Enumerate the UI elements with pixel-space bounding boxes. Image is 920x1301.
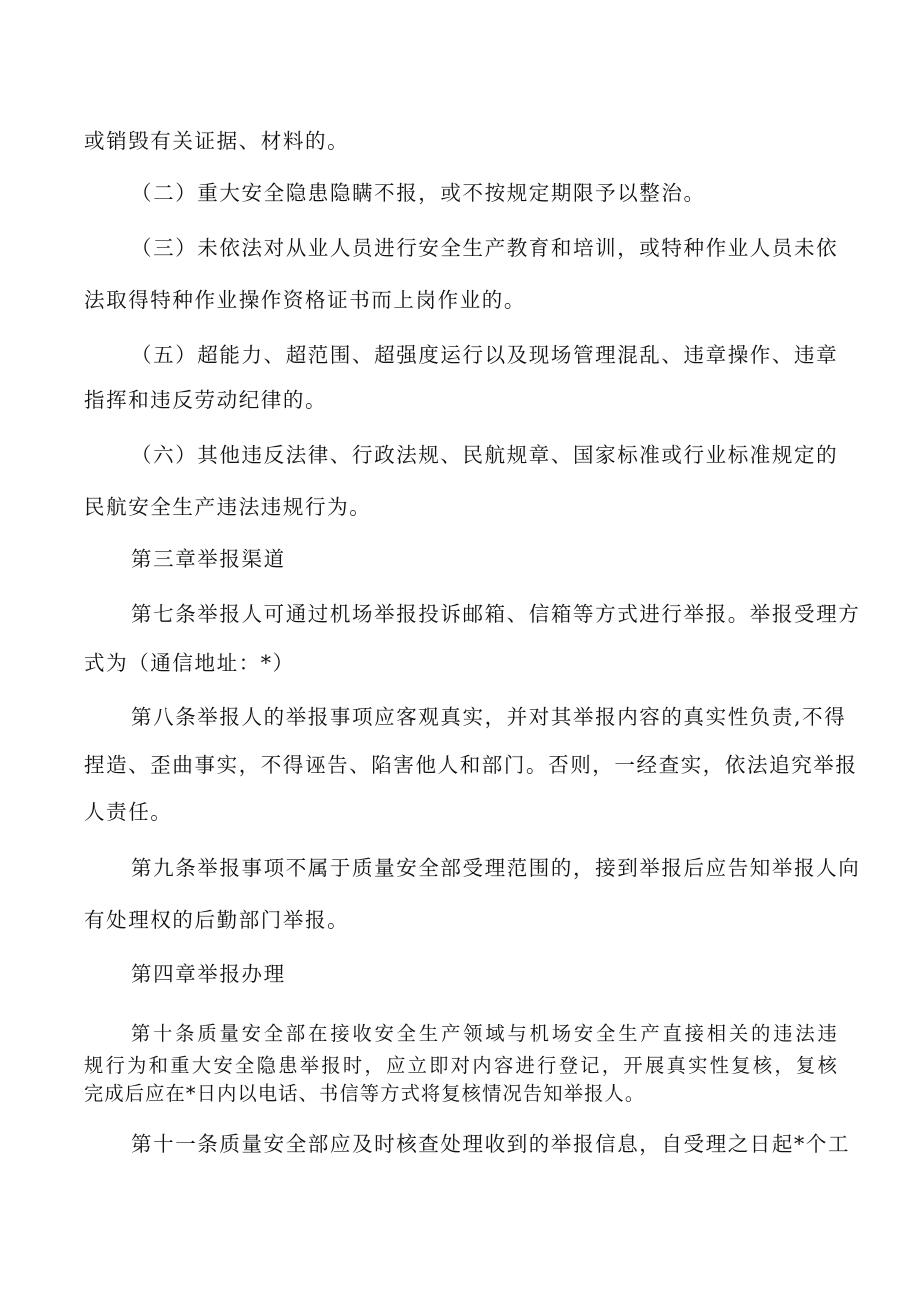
text-line: 式为（通信地址：*） bbox=[84, 651, 295, 675]
text-line: 指挥和违反劳动纪律的。 bbox=[84, 388, 328, 412]
text-line: 规行为和重大安全隐患举报时，应立即对内容进行登记，开展真实性复核，复核 bbox=[84, 1054, 838, 1077]
text-line: （三）未依法对从业人员进行安全生产教育和培训，或特种作业人员未依 bbox=[131, 236, 839, 260]
text-line: 捏造、歪曲事实，不得诬告、陷害他人和部门。否则，一经查实，依法追究举报 bbox=[84, 753, 858, 777]
chapter-heading: 第三章举报渠道 bbox=[131, 547, 286, 571]
text-line: （六）其他违反法律、行政法规、民航规章、国家标准或行业标准规定的 bbox=[131, 443, 839, 467]
text-line: 第七条举报人可通过机场举报投诉邮箱、信箱等方式进行举报。举报受理方 bbox=[131, 602, 861, 626]
text-line: 第十一条质量安全部应及时核查处理收到的举报信息，自受理之日起*个工 bbox=[131, 1132, 851, 1156]
text-line: 人责任。 bbox=[84, 800, 173, 824]
text-line: 完成后应在*日内以电话、书信等方式将复核情况告知举报人。 bbox=[84, 1082, 646, 1105]
text-line: 法取得特种作业操作资格证书而上岗作业的。 bbox=[84, 288, 526, 312]
text-line: （二）重大安全隐患隐瞒不报，或不按规定期限予以整治。 bbox=[131, 181, 706, 205]
text-line: 第十条质量安全部在接收安全生产领域与机场安全生产直接相关的违法违 bbox=[131, 1022, 838, 1045]
text-line: 有处理权的后勤部门举报。 bbox=[84, 908, 350, 932]
text-line: 第八条举报人的举报事项应客观真实，并对其举报内容的真实性负责,不得 bbox=[131, 705, 847, 729]
chapter-heading: 第四章举报办理 bbox=[131, 962, 286, 986]
text-line: 民航安全生产违法违规行为。 bbox=[84, 495, 372, 519]
text-line: 或销毁有关证据、材料的。 bbox=[84, 129, 350, 153]
text-line: 第九条举报事项不属于质量安全部受理范围的，接到举报后应告知举报人向 bbox=[131, 856, 861, 880]
text-line: （五）超能力、超范围、超强度运行以及现场管理混乱、违章操作、违章 bbox=[131, 343, 839, 367]
